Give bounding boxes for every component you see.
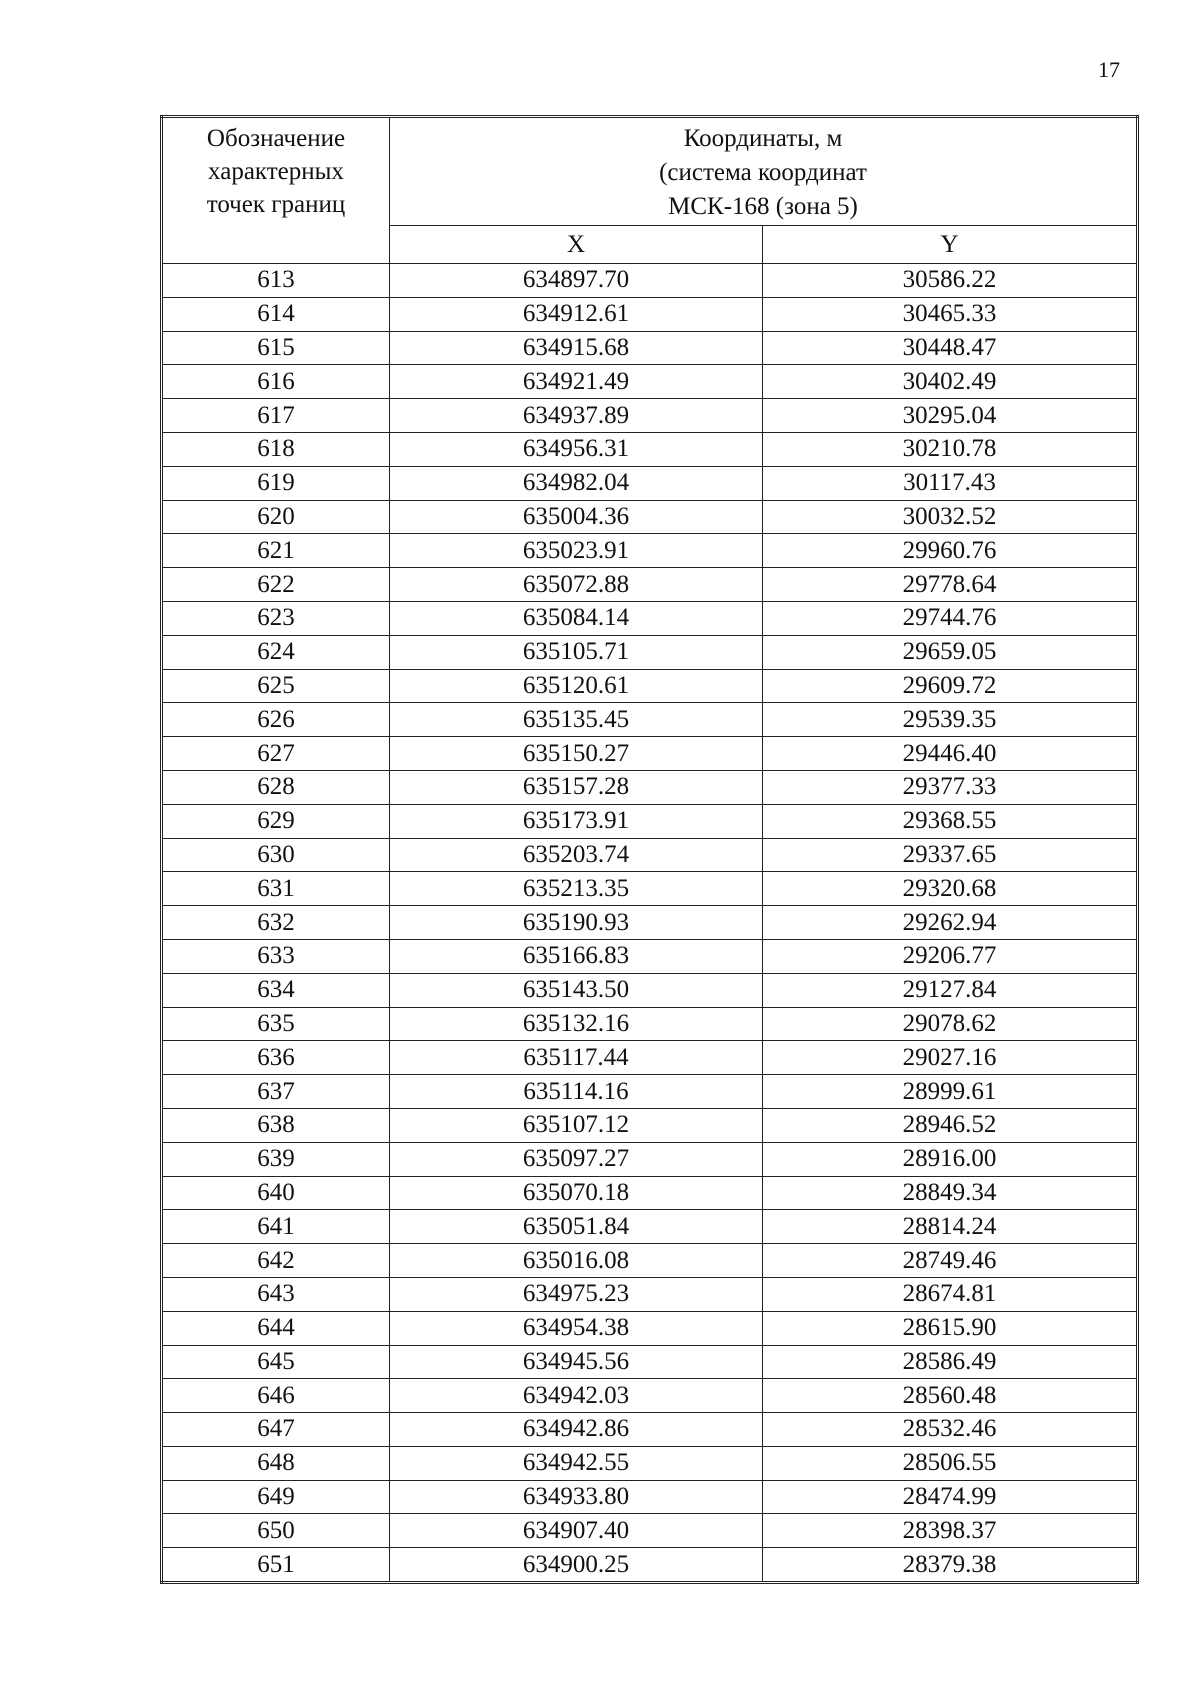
header-coordinates	[390, 117, 1138, 226]
x-cell: 634942.86	[390, 1413, 763, 1447]
point-cell: 618	[162, 432, 390, 466]
x-cell: 635143.50	[390, 973, 763, 1007]
point-cell: 645	[162, 1345, 390, 1379]
table-row	[162, 1108, 1138, 1142]
y-cell: 29377.33	[763, 770, 1138, 804]
x-cell: 635016.08	[390, 1244, 763, 1278]
y-cell: 30295.04	[763, 399, 1138, 433]
y-cell: 29744.76	[763, 601, 1138, 635]
y-cell: 28916.00	[763, 1142, 1138, 1176]
table-row	[162, 500, 1138, 534]
y-cell: 28615.90	[763, 1311, 1138, 1345]
x-cell: 634900.25	[390, 1548, 763, 1583]
point-cell: 637	[162, 1075, 390, 1109]
x-cell: 635203.74	[390, 838, 763, 872]
x-cell: 635097.27	[390, 1142, 763, 1176]
point-cell: 624	[162, 635, 390, 669]
header-x: X	[390, 226, 763, 264]
y-cell: 28674.81	[763, 1277, 1138, 1311]
x-cell: 634945.56	[390, 1345, 763, 1379]
table-row	[162, 1210, 1138, 1244]
point-cell: 651	[162, 1548, 390, 1583]
y-cell: 28586.49	[763, 1345, 1138, 1379]
x-cell: 634907.40	[390, 1514, 763, 1548]
table-row	[162, 466, 1138, 500]
y-cell: 30448.47	[763, 331, 1138, 365]
table-row	[162, 906, 1138, 940]
y-cell: 29659.05	[763, 635, 1138, 669]
table-row	[162, 872, 1138, 906]
point-cell: 647	[162, 1413, 390, 1447]
y-cell: 29206.77	[763, 939, 1138, 973]
point-cell: 639	[162, 1142, 390, 1176]
x-cell: 634921.49	[390, 365, 763, 399]
table-row	[162, 1413, 1138, 1447]
table-row	[162, 1446, 1138, 1480]
x-cell: 635051.84	[390, 1210, 763, 1244]
table-row	[162, 1514, 1138, 1548]
x-cell: 635084.14	[390, 601, 763, 635]
x-cell: 635072.88	[390, 568, 763, 602]
x-cell: 635004.36	[390, 500, 763, 534]
x-cell: 635135.45	[390, 703, 763, 737]
table-row	[162, 399, 1138, 433]
table-row	[162, 297, 1138, 331]
y-cell: 28398.37	[763, 1514, 1138, 1548]
point-cell: 622	[162, 568, 390, 602]
x-cell: 634937.89	[390, 399, 763, 433]
y-cell: 29320.68	[763, 872, 1138, 906]
header-point-line: Обозначение	[206, 125, 346, 152]
table-row	[162, 601, 1138, 635]
point-cell: 628	[162, 770, 390, 804]
x-cell: 634942.03	[390, 1379, 763, 1413]
point-cell: 626	[162, 703, 390, 737]
point-cell: 641	[162, 1210, 390, 1244]
y-cell: 30586.22	[763, 264, 1138, 298]
table-row	[162, 635, 1138, 669]
x-cell: 634982.04	[390, 466, 763, 500]
point-cell: 623	[162, 601, 390, 635]
table-row	[162, 568, 1138, 602]
point-cell: 644	[162, 1311, 390, 1345]
table-row	[162, 1480, 1138, 1514]
point-cell: 613	[162, 264, 390, 298]
header-point-line: точек границ	[206, 191, 346, 218]
point-cell: 632	[162, 906, 390, 940]
x-cell: 635132.16	[390, 1007, 763, 1041]
table-row	[162, 973, 1138, 1007]
y-cell: 28849.34	[763, 1176, 1138, 1210]
x-cell: 635190.93	[390, 906, 763, 940]
y-cell: 28560.48	[763, 1379, 1138, 1413]
point-cell: 619	[162, 466, 390, 500]
table-header	[162, 117, 1138, 264]
point-cell: 643	[162, 1277, 390, 1311]
point-cell: 635	[162, 1007, 390, 1041]
y-cell: 29127.84	[763, 973, 1138, 1007]
header-point-designation	[162, 117, 390, 264]
y-cell: 28506.55	[763, 1446, 1138, 1480]
point-cell: 650	[162, 1514, 390, 1548]
point-cell: 616	[162, 365, 390, 399]
header-point-line: характерных	[208, 158, 344, 185]
table-row	[162, 1041, 1138, 1075]
y-cell: 29027.16	[763, 1041, 1138, 1075]
table-row	[162, 703, 1138, 737]
table-row	[162, 1142, 1138, 1176]
table-row	[162, 534, 1138, 568]
y-cell: 29262.94	[763, 906, 1138, 940]
table-row	[162, 838, 1138, 872]
x-cell: 634912.61	[390, 297, 763, 331]
y-cell: 30402.49	[763, 365, 1138, 399]
x-cell: 635173.91	[390, 804, 763, 838]
point-cell: 627	[162, 737, 390, 771]
header-y: Y	[763, 226, 1138, 264]
header-coords-line: (система координат	[659, 159, 867, 186]
x-cell: 634956.31	[390, 432, 763, 466]
table-row	[162, 1075, 1138, 1109]
table-row	[162, 1379, 1138, 1413]
x-cell: 635023.91	[390, 534, 763, 568]
table-row	[162, 770, 1138, 804]
table-row	[162, 669, 1138, 703]
point-cell: 614	[162, 297, 390, 331]
table-row	[162, 365, 1138, 399]
y-cell: 28379.38	[763, 1548, 1138, 1583]
x-cell: 635157.28	[390, 770, 763, 804]
y-cell: 28999.61	[763, 1075, 1138, 1109]
table-body	[162, 264, 1138, 1583]
y-cell: 30032.52	[763, 500, 1138, 534]
x-cell: 635105.71	[390, 635, 763, 669]
x-cell: 635213.35	[390, 872, 763, 906]
point-cell: 648	[162, 1446, 390, 1480]
y-cell: 28814.24	[763, 1210, 1138, 1244]
y-cell: 28749.46	[763, 1244, 1138, 1278]
table-row	[162, 939, 1138, 973]
x-cell: 634954.38	[390, 1311, 763, 1345]
table-row	[162, 432, 1138, 466]
x-cell: 634975.23	[390, 1277, 763, 1311]
point-cell: 615	[162, 331, 390, 365]
table-row	[162, 1345, 1138, 1379]
table-row	[162, 1277, 1138, 1311]
point-cell: 625	[162, 669, 390, 703]
x-cell: 635120.61	[390, 669, 763, 703]
y-cell: 29368.55	[763, 804, 1138, 838]
point-cell: 646	[162, 1379, 390, 1413]
y-cell: 29337.65	[763, 838, 1138, 872]
point-cell: 649	[162, 1480, 390, 1514]
point-cell: 642	[162, 1244, 390, 1278]
point-cell: 640	[162, 1176, 390, 1210]
x-cell: 634897.70	[390, 264, 763, 298]
x-cell: 634933.80	[390, 1480, 763, 1514]
y-cell: 28474.99	[763, 1480, 1138, 1514]
point-cell: 634	[162, 973, 390, 1007]
x-cell: 635107.12	[390, 1108, 763, 1142]
point-cell: 621	[162, 534, 390, 568]
table-row	[162, 331, 1138, 365]
point-cell: 638	[162, 1108, 390, 1142]
table-row	[162, 1007, 1138, 1041]
header-coords-line: МСК-168 (зона 5)	[668, 193, 858, 220]
page-number: 17	[1098, 57, 1120, 82]
y-cell: 30210.78	[763, 432, 1138, 466]
point-cell: 636	[162, 1041, 390, 1075]
table-row	[162, 264, 1138, 298]
table-row	[162, 1548, 1138, 1583]
x-cell: 635114.16	[390, 1075, 763, 1109]
point-cell: 620	[162, 500, 390, 534]
x-cell: 635166.83	[390, 939, 763, 973]
x-cell: 634942.55	[390, 1446, 763, 1480]
y-cell: 28532.46	[763, 1413, 1138, 1447]
y-cell: 29446.40	[763, 737, 1138, 771]
x-cell: 635150.27	[390, 737, 763, 771]
point-cell: 630	[162, 838, 390, 872]
x-cell: 634915.68	[390, 331, 763, 365]
point-cell: 633	[162, 939, 390, 973]
table-row	[162, 1311, 1138, 1345]
y-cell: 30117.43	[763, 466, 1138, 500]
point-cell: 617	[162, 399, 390, 433]
x-cell: 635070.18	[390, 1176, 763, 1210]
y-cell: 30465.33	[763, 297, 1138, 331]
table-row	[162, 804, 1138, 838]
coordinates-table	[160, 115, 1139, 1584]
y-cell: 29960.76	[763, 534, 1138, 568]
table-row	[162, 1244, 1138, 1278]
header-coords-line: Координаты, м	[683, 125, 843, 152]
y-cell: 29539.35	[763, 703, 1138, 737]
point-cell: 631	[162, 872, 390, 906]
table-row	[162, 737, 1138, 771]
y-cell: 29778.64	[763, 568, 1138, 602]
y-cell: 29609.72	[763, 669, 1138, 703]
point-cell: 629	[162, 804, 390, 838]
y-cell: 29078.62	[763, 1007, 1138, 1041]
table-row	[162, 1176, 1138, 1210]
x-cell: 635117.44	[390, 1041, 763, 1075]
y-cell: 28946.52	[763, 1108, 1138, 1142]
